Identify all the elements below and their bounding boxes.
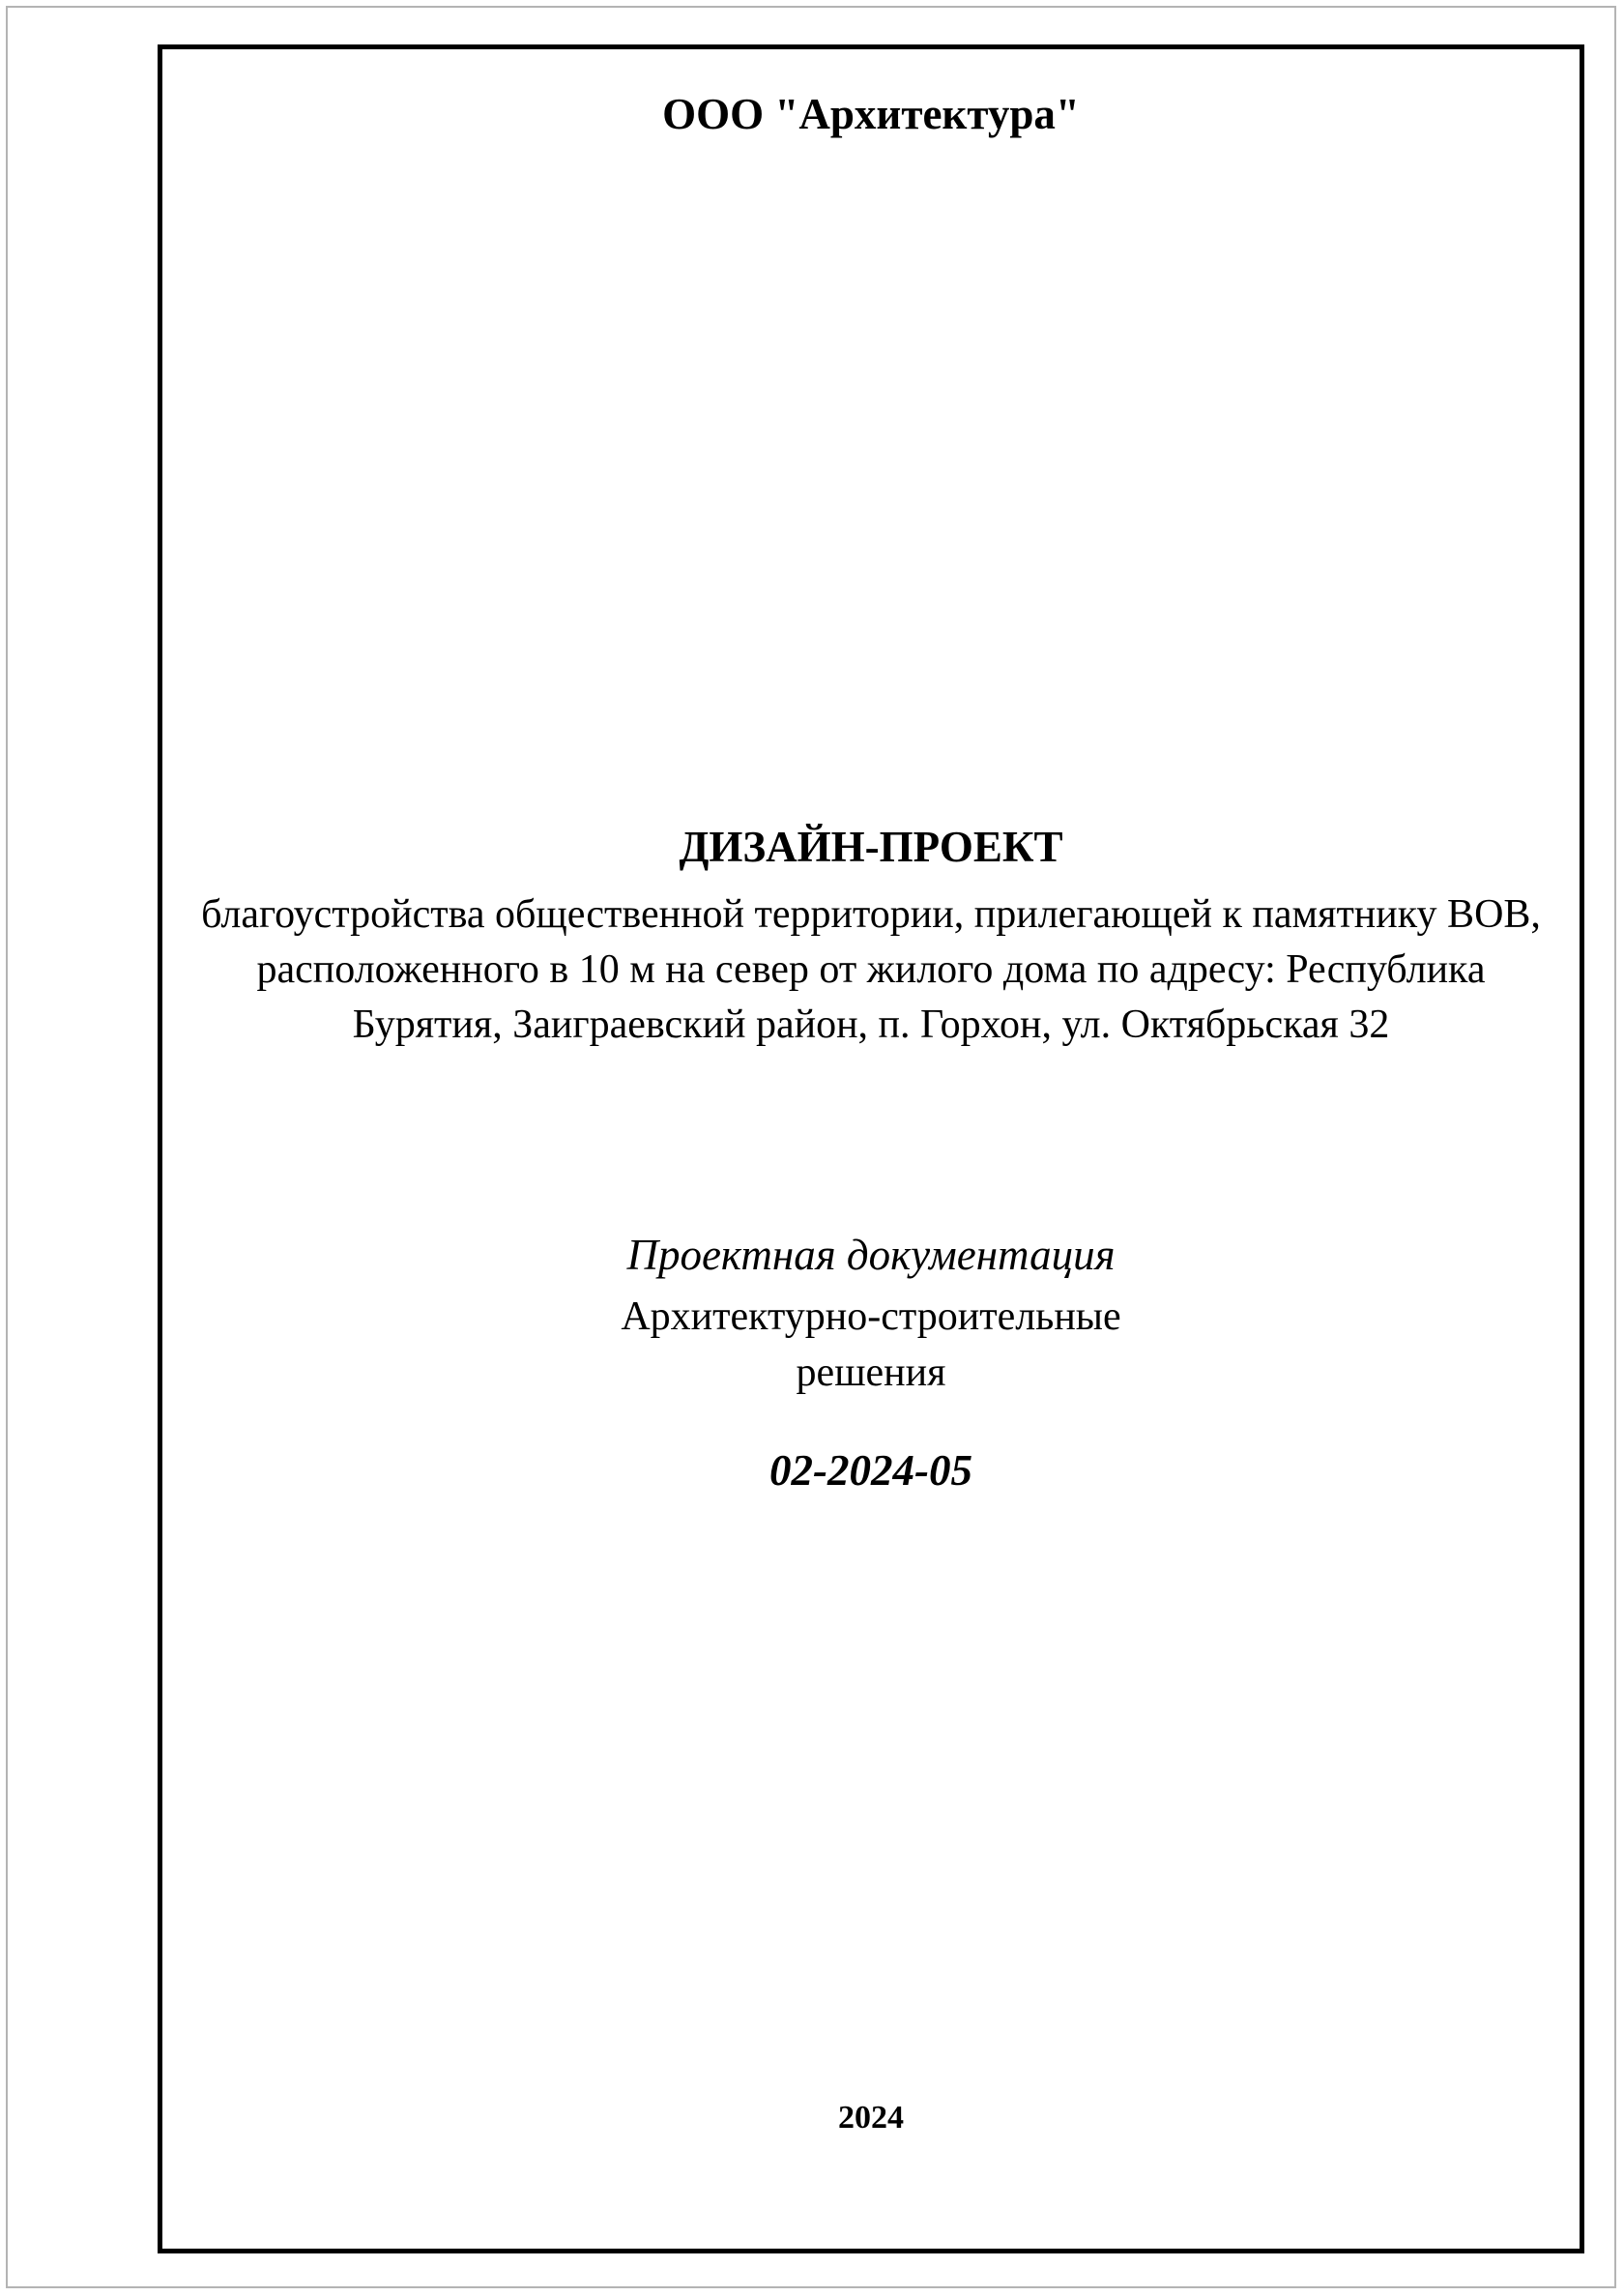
description-line: расположенного в 10 м на север от жилого дома по адресу: Республика: [256, 947, 1486, 992]
section-line: решения: [796, 1351, 946, 1395]
document-code: 02-2024-05: [769, 1446, 972, 1495]
project-description: [158, 887, 1584, 1053]
section-line: Архитектурно-строительные: [621, 1294, 1121, 1339]
documentation-type: Проектная документация: [626, 1231, 1116, 1279]
document-title: ДИЗАЙН-ПРОЕКТ: [679, 823, 1063, 871]
description-line: Бурятия, Заиграевский район, п. Горхон, ул. Октябрьская 32: [352, 1003, 1390, 1047]
description-line: благоустройства общественной территории, прилегающей к памятнику ВОВ,: [201, 892, 1541, 937]
document-year: 2024: [838, 2100, 904, 2136]
organization-name: ООО "Архитектура": [662, 90, 1080, 138]
document-frame: [158, 44, 1584, 2253]
section-name: [158, 1289, 1584, 1401]
